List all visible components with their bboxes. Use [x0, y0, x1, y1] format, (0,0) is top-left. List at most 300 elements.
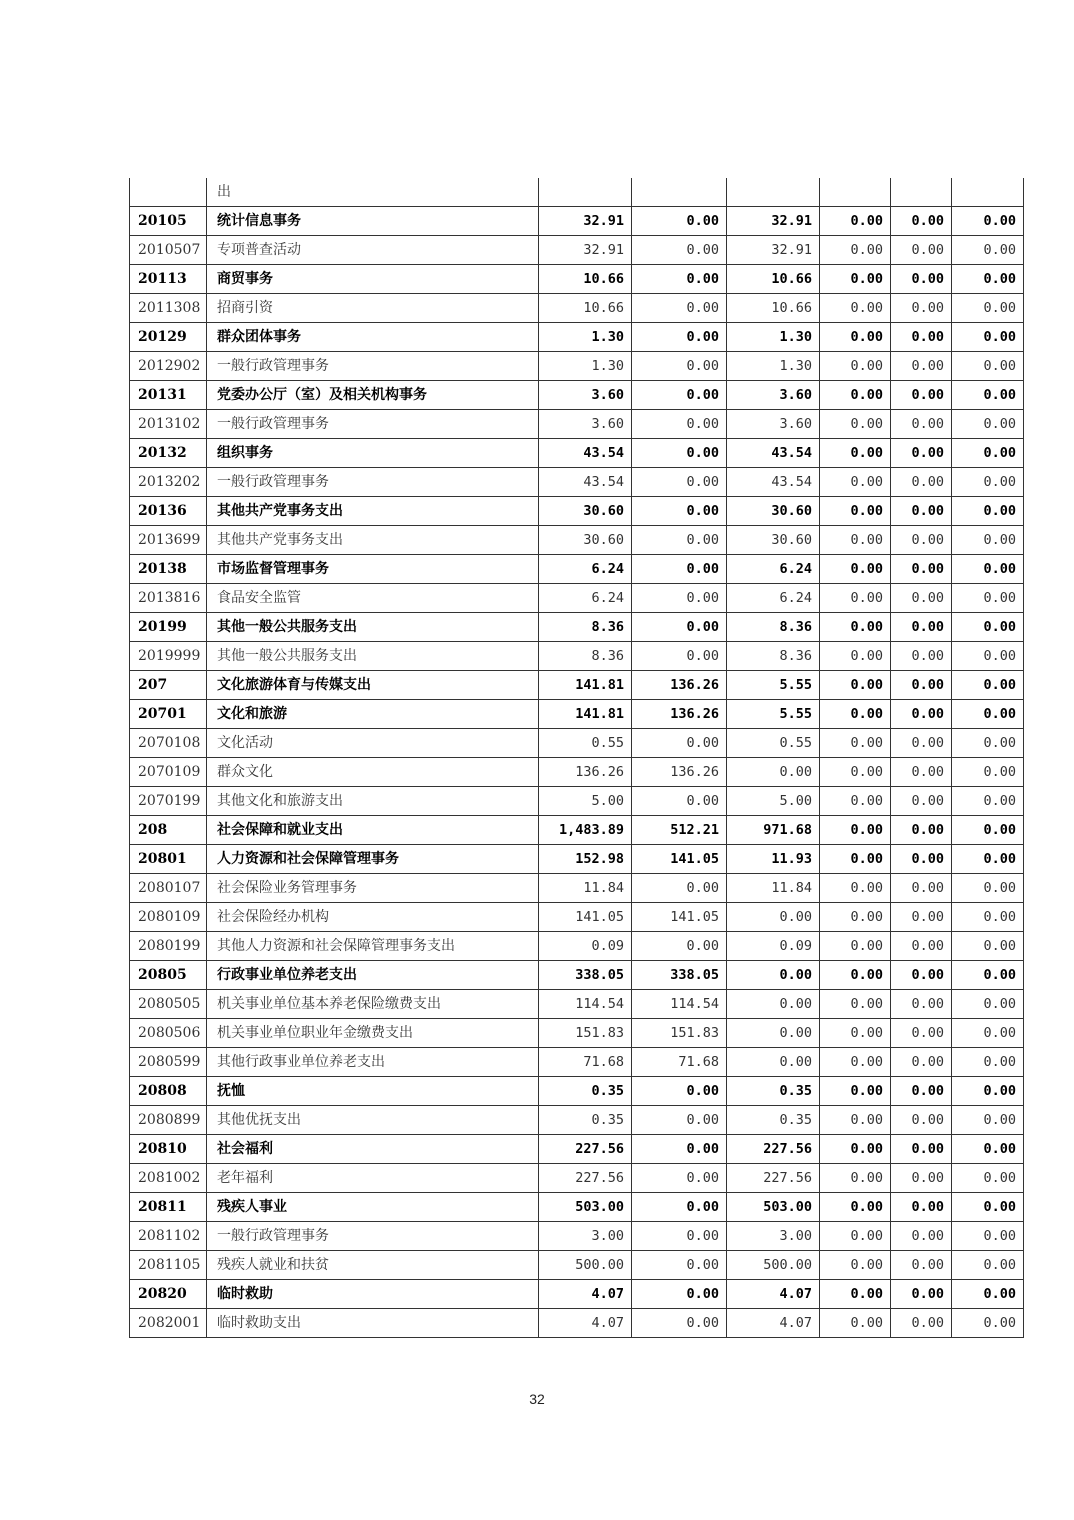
value-cell: 0.00 [952, 236, 1024, 265]
value-cell: 6.24 [539, 584, 632, 613]
value-cell: 0.00 [820, 1251, 891, 1280]
value-cell: 0.00 [891, 1280, 952, 1309]
value-cell: 5.55 [727, 700, 820, 729]
table-row [130, 816, 1024, 845]
value-cell: 10.66 [727, 294, 820, 323]
table-row [130, 874, 1024, 903]
value-cell: 0.00 [727, 961, 820, 990]
value-cell: 30.60 [539, 526, 632, 555]
table-row [130, 294, 1024, 323]
value-cell: 0.00 [891, 642, 952, 671]
value-cell: 0.00 [891, 410, 952, 439]
value-cell: 71.68 [632, 1048, 727, 1077]
value-cell: 5.00 [539, 787, 632, 816]
table-row [130, 729, 1024, 758]
value-cell: 4.07 [539, 1280, 632, 1309]
value-cell: 8.36 [539, 613, 632, 642]
value-cell: 0.00 [820, 352, 891, 381]
subject-code: 2013816 [130, 584, 207, 613]
table-row [130, 265, 1024, 294]
value-cell: 32.91 [727, 207, 820, 236]
value-cell: 0.00 [952, 555, 1024, 584]
subject-code: 20136 [130, 497, 207, 526]
table-row [130, 1048, 1024, 1077]
subject-code: 2082001 [130, 1309, 207, 1338]
value-cell: 0.00 [952, 1164, 1024, 1193]
value-cell: 0.00 [952, 352, 1024, 381]
value-cell: 0.00 [820, 1164, 891, 1193]
subject-name: 社会保障和就业支出 [207, 816, 539, 845]
value-cell: 0.00 [632, 584, 727, 613]
value-cell: 0.00 [891, 468, 952, 497]
subject-code: 20131 [130, 381, 207, 410]
value-cell: 0.00 [952, 613, 1024, 642]
value-cell: 0.00 [632, 1106, 727, 1135]
subject-code: 20805 [130, 961, 207, 990]
value-cell: 30.60 [727, 526, 820, 555]
subject-code: 20810 [130, 1135, 207, 1164]
value-cell: 0.00 [952, 526, 1024, 555]
value-cell: 136.26 [632, 700, 727, 729]
value-cell: 1.30 [539, 323, 632, 352]
subject-name: 出 [207, 178, 539, 207]
value-cell: 3.00 [539, 1222, 632, 1251]
subject-code: 2080505 [130, 990, 207, 1019]
table-row [130, 1222, 1024, 1251]
subject-name: 食品安全监管 [207, 584, 539, 613]
value-cell: 0.00 [891, 1135, 952, 1164]
subject-code: 2080107 [130, 874, 207, 903]
value-cell: 0.00 [891, 381, 952, 410]
value-cell: 0.00 [891, 1106, 952, 1135]
value-cell: 0.00 [632, 323, 727, 352]
value-cell: 0.00 [632, 613, 727, 642]
value-cell: 0.00 [891, 758, 952, 787]
value-cell: 0.00 [820, 468, 891, 497]
value-cell: 0.09 [727, 932, 820, 961]
table-row [130, 1106, 1024, 1135]
value-cell [891, 178, 952, 207]
value-cell: 0.00 [820, 381, 891, 410]
value-cell: 30.60 [727, 497, 820, 526]
value-cell: 0.00 [727, 758, 820, 787]
value-cell: 0.00 [632, 497, 727, 526]
subject-name: 其他共产党事务支出 [207, 497, 539, 526]
table-row [130, 845, 1024, 874]
value-cell: 0.00 [952, 381, 1024, 410]
subject-code: 20113 [130, 265, 207, 294]
value-cell: 0.00 [891, 1309, 952, 1338]
value-cell: 0.00 [952, 294, 1024, 323]
value-cell: 0.00 [632, 932, 727, 961]
value-cell: 32.91 [539, 207, 632, 236]
subject-code: 2080899 [130, 1106, 207, 1135]
subject-name: 社会福利 [207, 1135, 539, 1164]
table-row [130, 932, 1024, 961]
value-cell: 0.00 [632, 526, 727, 555]
value-cell: 43.54 [727, 439, 820, 468]
value-cell: 0.00 [952, 1309, 1024, 1338]
value-cell: 0.00 [891, 961, 952, 990]
value-cell: 10.66 [727, 265, 820, 294]
value-cell: 0.00 [820, 874, 891, 903]
subject-code: 20105 [130, 207, 207, 236]
table-row [130, 497, 1024, 526]
subject-name: 一般行政管理事务 [207, 468, 539, 497]
value-cell: 0.00 [891, 1251, 952, 1280]
value-cell: 0.00 [820, 700, 891, 729]
value-cell: 500.00 [539, 1251, 632, 1280]
value-cell: 0.00 [632, 1222, 727, 1251]
page-number: 32 [529, 1391, 545, 1407]
subject-name: 群众文化 [207, 758, 539, 787]
value-cell: 0.00 [952, 207, 1024, 236]
value-cell: 0.00 [891, 1193, 952, 1222]
value-cell: 0.00 [891, 497, 952, 526]
value-cell: 0.00 [952, 961, 1024, 990]
table-row [130, 323, 1024, 352]
value-cell: 0.00 [891, 439, 952, 468]
value-cell: 0.00 [820, 265, 891, 294]
value-cell: 0.00 [952, 874, 1024, 903]
value-cell: 0.00 [727, 903, 820, 932]
value-cell: 0.00 [632, 236, 727, 265]
subject-code: 20701 [130, 700, 207, 729]
value-cell: 0.00 [820, 1309, 891, 1338]
subject-code: 2070199 [130, 787, 207, 816]
value-cell: 0.00 [891, 1048, 952, 1077]
subject-code: 2013699 [130, 526, 207, 555]
value-cell: 152.98 [539, 845, 632, 874]
subject-name: 其他优抚支出 [207, 1106, 539, 1135]
value-cell: 0.00 [952, 1222, 1024, 1251]
subject-name: 人力资源和社会保障管理事务 [207, 845, 539, 874]
value-cell: 0.00 [952, 584, 1024, 613]
value-cell: 0.00 [952, 903, 1024, 932]
subject-code: 2019999 [130, 642, 207, 671]
value-cell: 43.54 [539, 468, 632, 497]
value-cell: 6.24 [539, 555, 632, 584]
subject-name: 一般行政管理事务 [207, 1222, 539, 1251]
value-cell: 136.26 [632, 758, 727, 787]
table-row [130, 410, 1024, 439]
subject-code: 2081102 [130, 1222, 207, 1251]
table-row [130, 700, 1024, 729]
value-cell: 0.00 [820, 787, 891, 816]
value-cell: 1.30 [727, 352, 820, 381]
subject-code: 2081002 [130, 1164, 207, 1193]
value-cell: 136.26 [632, 671, 727, 700]
table-row [130, 1193, 1024, 1222]
value-cell: 11.84 [539, 874, 632, 903]
value-cell: 0.00 [891, 613, 952, 642]
value-cell: 141.05 [632, 845, 727, 874]
value-cell: 8.36 [727, 642, 820, 671]
value-cell: 0.00 [891, 526, 952, 555]
subject-code: 2080109 [130, 903, 207, 932]
value-cell: 227.56 [727, 1164, 820, 1193]
value-cell: 0.00 [891, 555, 952, 584]
subject-code: 2080506 [130, 1019, 207, 1048]
value-cell: 0.00 [891, 990, 952, 1019]
value-cell: 0.00 [820, 1048, 891, 1077]
value-cell: 114.54 [539, 990, 632, 1019]
subject-code: 2013102 [130, 410, 207, 439]
value-cell: 971.68 [727, 816, 820, 845]
value-cell: 0.00 [952, 1048, 1024, 1077]
subject-name: 一般行政管理事务 [207, 352, 539, 381]
table-row [130, 352, 1024, 381]
value-cell: 0.00 [727, 1019, 820, 1048]
value-cell: 0.00 [632, 787, 727, 816]
table-row [130, 468, 1024, 497]
subject-name: 其他共产党事务支出 [207, 526, 539, 555]
subject-code: 2013202 [130, 468, 207, 497]
table-row [130, 961, 1024, 990]
value-cell: 1,483.89 [539, 816, 632, 845]
subject-code: 20811 [130, 1193, 207, 1222]
value-cell: 0.00 [891, 845, 952, 874]
table-row [130, 1019, 1024, 1048]
value-cell: 0.00 [820, 961, 891, 990]
table-row [130, 439, 1024, 468]
value-cell: 0.00 [820, 410, 891, 439]
value-cell: 3.60 [727, 410, 820, 439]
value-cell: 0.00 [820, 1193, 891, 1222]
value-cell: 0.00 [820, 584, 891, 613]
value-cell: 0.00 [727, 990, 820, 1019]
value-cell: 0.00 [891, 787, 952, 816]
value-cell: 0.00 [952, 642, 1024, 671]
value-cell: 0.00 [952, 1077, 1024, 1106]
table-row [130, 1280, 1024, 1309]
value-cell: 32.91 [727, 236, 820, 265]
subject-code: 2070108 [130, 729, 207, 758]
table-row [130, 671, 1024, 700]
value-cell: 0.00 [632, 207, 727, 236]
value-cell: 0.00 [820, 207, 891, 236]
subject-name: 商贸事务 [207, 265, 539, 294]
table-row [130, 236, 1024, 265]
value-cell: 338.05 [539, 961, 632, 990]
value-cell: 43.54 [539, 439, 632, 468]
value-cell: 141.05 [539, 903, 632, 932]
value-cell: 0.35 [539, 1106, 632, 1135]
value-cell: 0.00 [820, 729, 891, 758]
value-cell: 0.00 [952, 932, 1024, 961]
table-row [130, 1164, 1024, 1193]
subject-name: 机关事业单位职业年金缴费支出 [207, 1019, 539, 1048]
table-row [130, 1135, 1024, 1164]
table-row [130, 1251, 1024, 1280]
subject-name: 市场监督管理事务 [207, 555, 539, 584]
subject-name: 临时救助 [207, 1280, 539, 1309]
value-cell: 0.00 [820, 1280, 891, 1309]
subject-name: 抚恤 [207, 1077, 539, 1106]
value-cell: 0.55 [727, 729, 820, 758]
subject-code: 2010507 [130, 236, 207, 265]
value-cell: 3.00 [727, 1222, 820, 1251]
subject-code: 2081105 [130, 1251, 207, 1280]
value-cell: 0.00 [632, 1309, 727, 1338]
value-cell: 141.81 [539, 671, 632, 700]
budget-expenditure-table [129, 178, 1024, 1338]
value-cell: 0.00 [820, 758, 891, 787]
value-cell: 500.00 [727, 1251, 820, 1280]
value-cell: 141.05 [632, 903, 727, 932]
subject-name: 招商引资 [207, 294, 539, 323]
table-row [130, 903, 1024, 932]
value-cell: 338.05 [632, 961, 727, 990]
value-cell: 0.00 [891, 584, 952, 613]
table-row [130, 381, 1024, 410]
value-cell: 0.00 [952, 787, 1024, 816]
subject-name: 文化旅游体育与传媒支出 [207, 671, 539, 700]
value-cell: 227.56 [727, 1135, 820, 1164]
value-cell: 0.00 [820, 671, 891, 700]
subject-code [130, 178, 207, 207]
value-cell: 0.00 [632, 468, 727, 497]
value-cell: 0.00 [952, 1193, 1024, 1222]
value-cell: 0.00 [952, 758, 1024, 787]
subject-name: 党委办公厅（室）及相关机构事务 [207, 381, 539, 410]
value-cell: 0.00 [891, 207, 952, 236]
value-cell: 0.00 [952, 816, 1024, 845]
value-cell: 0.00 [952, 1280, 1024, 1309]
value-cell: 0.00 [891, 1077, 952, 1106]
value-cell: 0.00 [820, 1222, 891, 1251]
value-cell: 0.00 [820, 1077, 891, 1106]
value-cell: 0.00 [952, 323, 1024, 352]
subject-name: 文化和旅游 [207, 700, 539, 729]
value-cell: 0.00 [952, 410, 1024, 439]
subject-name: 统计信息事务 [207, 207, 539, 236]
value-cell: 0.00 [820, 903, 891, 932]
value-cell: 151.83 [539, 1019, 632, 1048]
value-cell: 0.00 [820, 1019, 891, 1048]
continued-row [130, 178, 1024, 207]
value-cell: 0.00 [891, 700, 952, 729]
subject-name: 机关事业单位基本养老保险缴费支出 [207, 990, 539, 1019]
value-cell: 8.36 [727, 613, 820, 642]
value-cell: 0.00 [820, 816, 891, 845]
value-cell: 0.00 [952, 1019, 1024, 1048]
value-cell: 0.00 [952, 497, 1024, 526]
subject-code: 207 [130, 671, 207, 700]
value-cell: 5.55 [727, 671, 820, 700]
value-cell: 0.00 [820, 642, 891, 671]
value-cell: 32.91 [539, 236, 632, 265]
value-cell: 8.36 [539, 642, 632, 671]
value-cell: 0.00 [952, 265, 1024, 294]
subject-name: 行政事业单位养老支出 [207, 961, 539, 990]
value-cell: 1.30 [727, 323, 820, 352]
value-cell: 0.00 [820, 236, 891, 265]
value-cell: 0.00 [820, 526, 891, 555]
value-cell: 0.00 [820, 613, 891, 642]
subject-name: 其他文化和旅游支出 [207, 787, 539, 816]
value-cell: 0.35 [727, 1077, 820, 1106]
subject-name: 其他一般公共服务支出 [207, 613, 539, 642]
subject-code: 2080199 [130, 932, 207, 961]
value-cell: 0.00 [891, 1019, 952, 1048]
value-cell: 0.00 [632, 555, 727, 584]
subject-code: 20129 [130, 323, 207, 352]
subject-name: 专项普查活动 [207, 236, 539, 265]
value-cell: 0.35 [539, 1077, 632, 1106]
value-cell: 71.68 [539, 1048, 632, 1077]
value-cell: 0.00 [891, 932, 952, 961]
value-cell: 5.00 [727, 787, 820, 816]
table-row [130, 1077, 1024, 1106]
table-body [130, 178, 1024, 1338]
subject-name: 临时救助支出 [207, 1309, 539, 1338]
value-cell: 0.00 [632, 352, 727, 381]
table-row [130, 526, 1024, 555]
subject-name: 残疾人事业 [207, 1193, 539, 1222]
subject-code: 20138 [130, 555, 207, 584]
value-cell [727, 178, 820, 207]
value-cell: 0.00 [632, 1077, 727, 1106]
subject-name: 群众团体事务 [207, 323, 539, 352]
value-cell: 151.83 [632, 1019, 727, 1048]
table-row [130, 584, 1024, 613]
subject-code: 20199 [130, 613, 207, 642]
value-cell: 3.60 [727, 381, 820, 410]
value-cell: 10.66 [539, 294, 632, 323]
subject-code: 20808 [130, 1077, 207, 1106]
value-cell: 114.54 [632, 990, 727, 1019]
value-cell: 0.00 [727, 1048, 820, 1077]
value-cell: 0.00 [820, 1106, 891, 1135]
value-cell: 0.00 [952, 1135, 1024, 1164]
value-cell: 11.84 [727, 874, 820, 903]
value-cell: 0.00 [820, 1135, 891, 1164]
subject-name: 社会保险经办机构 [207, 903, 539, 932]
table-row [130, 642, 1024, 671]
value-cell [820, 178, 891, 207]
value-cell: 0.00 [891, 1164, 952, 1193]
value-cell: 0.00 [820, 990, 891, 1019]
subject-code: 2012902 [130, 352, 207, 381]
value-cell: 0.00 [952, 700, 1024, 729]
table-row [130, 207, 1024, 236]
value-cell: 503.00 [539, 1193, 632, 1222]
value-cell: 0.00 [891, 236, 952, 265]
table-row [130, 555, 1024, 584]
value-cell: 0.00 [632, 381, 727, 410]
value-cell: 0.00 [632, 642, 727, 671]
subject-name: 其他行政事业单位养老支出 [207, 1048, 539, 1077]
value-cell: 0.00 [891, 323, 952, 352]
table-row [130, 758, 1024, 787]
value-cell: 0.00 [952, 1106, 1024, 1135]
value-cell: 0.00 [632, 410, 727, 439]
value-cell: 0.00 [952, 990, 1024, 1019]
value-cell: 0.35 [727, 1106, 820, 1135]
value-cell: 0.00 [891, 903, 952, 932]
subject-name: 一般行政管理事务 [207, 410, 539, 439]
value-cell: 0.00 [632, 265, 727, 294]
value-cell: 4.07 [727, 1280, 820, 1309]
subject-name: 老年福利 [207, 1164, 539, 1193]
value-cell: 0.00 [820, 439, 891, 468]
value-cell: 43.54 [727, 468, 820, 497]
table-row [130, 1309, 1024, 1338]
subject-code: 20801 [130, 845, 207, 874]
value-cell: 0.00 [952, 439, 1024, 468]
value-cell: 4.07 [539, 1309, 632, 1338]
